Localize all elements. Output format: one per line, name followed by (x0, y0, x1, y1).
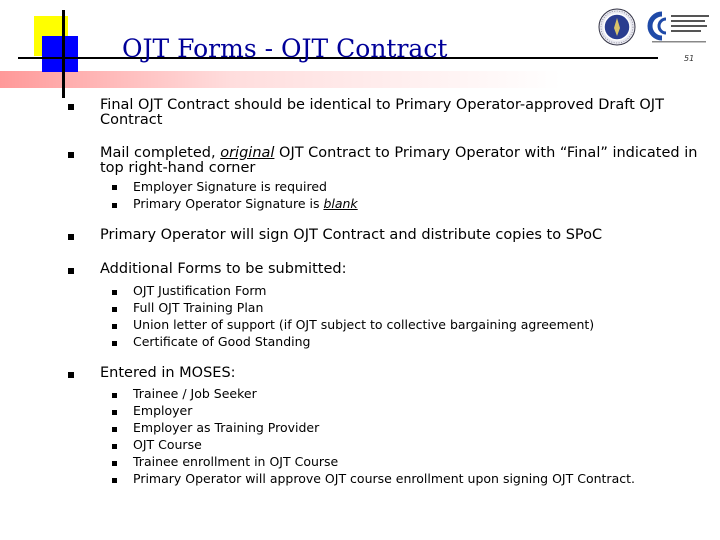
sub-bullet-marker (112, 444, 117, 449)
sub-bullet-text: Full OJT Training Plan (133, 300, 264, 315)
sub-bullet-text: Primary Operator will approve OJT course enrollment upon signing OJT Contract. (133, 471, 635, 486)
sub-bullet-text: Employer as Training Provider (133, 420, 320, 435)
sub-bullet-text: Union letter of support (if OJT subject to collective bargaining agreement) (133, 317, 595, 332)
bullet-text: Primary Operator will sign OJT Contract and distribute copies to SPoC (100, 227, 603, 243)
decorative-red-band (0, 71, 660, 88)
sub-bullet-marker (112, 203, 117, 208)
sub-bullet-text: Trainee enrollment in OJT Course (133, 454, 339, 469)
bullet-text: Mail completed, original OJT Contract to Primary Operator with “Final” indicated in top right-hand corner (100, 145, 698, 176)
sub-bullet-marker (112, 393, 117, 398)
sub-bullet-marker (112, 307, 117, 312)
sub-bullet-text: OJT Course (133, 437, 202, 452)
sub-bullet-text: Certificate of Good Standing (133, 334, 311, 349)
bullet-text: Additional Forms to be submitted: (100, 261, 347, 277)
sub-bullet-marker (112, 341, 117, 346)
sub-bullet-text: Primary Operator Signature is blank (133, 196, 358, 211)
sub-bullet-marker (112, 478, 117, 483)
bullet-text: Final OJT Contract should be identical to Primary Operator-approved Draft OJT Contract (100, 97, 664, 128)
bullet-marker (68, 268, 74, 274)
one-stop-career-centers-logo (646, 10, 712, 46)
bullet-marker (68, 104, 74, 110)
emphasis-blank: blank (323, 196, 358, 211)
bullet-marker (68, 152, 74, 158)
sub-bullet-marker (112, 461, 117, 466)
state-seal-icon (598, 8, 636, 46)
bullet-marker (68, 234, 74, 240)
decorative-blue-square (42, 36, 78, 72)
sub-bullet-marker (112, 290, 117, 295)
sub-bullet-marker (112, 427, 117, 432)
sub-bullet-marker (112, 185, 117, 190)
decorative-vertical-line (62, 10, 65, 98)
sub-bullet-text: Employer (133, 403, 193, 418)
sub-bullet-text: OJT Justification Form (133, 283, 267, 298)
sub-bullet-marker (112, 410, 117, 415)
emphasis-original: original (220, 145, 275, 161)
sub-bullet-marker (112, 324, 117, 329)
sub-bullet-text: Employer Signature is required (133, 179, 327, 194)
bullet-text: Entered in MOSES: (100, 365, 236, 381)
sub-bullet-text: Trainee / Job Seeker (133, 386, 257, 401)
bullet-marker (68, 372, 74, 378)
page-number: 51 (684, 54, 695, 63)
slide-title: OJT Forms - OJT Contract (122, 34, 448, 63)
